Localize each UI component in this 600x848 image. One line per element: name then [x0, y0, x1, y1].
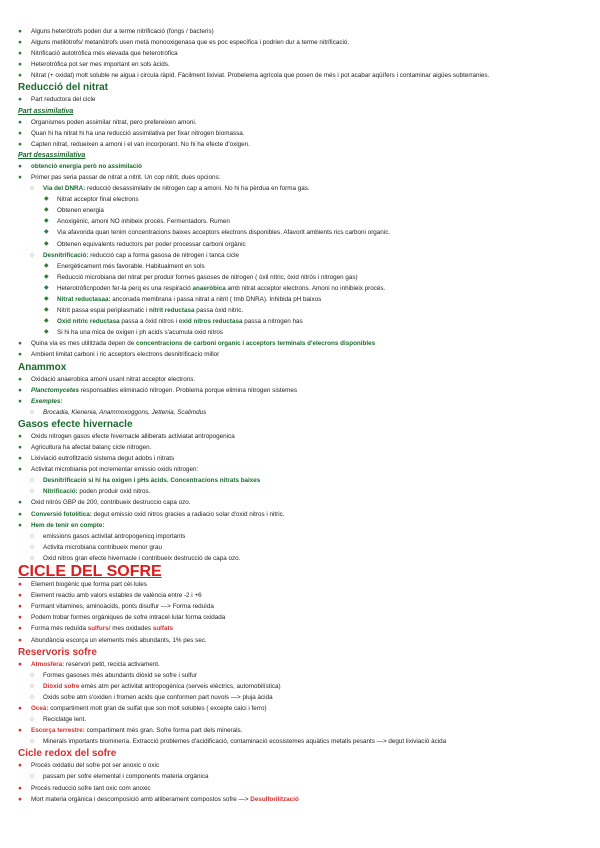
- list-item: [17, 553, 570, 564]
- bullet-dot-icon: ●: [18, 72, 22, 80]
- bullet-dot-icon: ●: [18, 140, 22, 148]
- text-span: Nitrat reductasaa:: [57, 295, 111, 303]
- list-item: [17, 305, 570, 316]
- text-span: Podem trobar formes orgàniques de sofre intracel·lular forma oxidada: [31, 614, 226, 622]
- bullet-dot-icon: ●: [18, 129, 22, 137]
- text-span: Part desassimilativa: [18, 151, 86, 159]
- bullet-circle-icon: ○: [30, 532, 34, 540]
- list-item: [17, 442, 570, 453]
- text-span: Quina via es mes utilitzada depen de: [31, 340, 137, 348]
- list-item: [17, 486, 570, 497]
- text-span: Activitat microbiania pot incrementar emissio oxids nitrogen:: [31, 466, 199, 474]
- list-item: [17, 623, 570, 634]
- list-item: [17, 37, 570, 48]
- list-item: [17, 48, 570, 59]
- bullet-dot-icon: ●: [18, 173, 22, 181]
- text-span: Oceà:: [31, 704, 49, 712]
- bullet-dot-icon: ●: [18, 61, 22, 69]
- subsection-heading: [17, 106, 570, 117]
- list-item: [17, 531, 570, 542]
- text-span: Energèticament més favorable. Habitualment en sols: [57, 262, 205, 270]
- text-span: Ambient limitat carboni i ric acceptors electrons desnitrificacio millor: [31, 351, 220, 359]
- bullet-circle-icon: ○: [30, 682, 34, 690]
- bullet-dot-icon: ●: [18, 762, 22, 770]
- bullet-dot-icon: ●: [18, 660, 22, 668]
- text-span: Anammox: [18, 361, 67, 373]
- text-span: anconada membrana i passa nitrat a nitrit ( tmb DNRA). Inhibida pH baixos: [110, 295, 322, 303]
- text-span: nitrit reductasa: [149, 307, 195, 315]
- bullet-circle-icon: ○: [30, 693, 34, 701]
- text-span: poden produir oxid nitros.: [77, 488, 151, 496]
- list-item: [17, 635, 570, 646]
- bullet-dot-icon: ●: [18, 162, 22, 170]
- list-item: [17, 497, 570, 508]
- list-item: [17, 128, 570, 139]
- bullet-diamond-icon: ◆: [44, 329, 49, 336]
- bullet-diamond-icon: ◆: [44, 295, 49, 302]
- list-item: [17, 542, 570, 553]
- list-item: [17, 407, 570, 418]
- bullet-diamond-icon: ◆: [44, 284, 49, 291]
- text-span: Planctomycetes: [31, 386, 79, 394]
- bullet-circle-icon: ○: [30, 671, 34, 679]
- text-span: Reducció del nitrat: [18, 82, 109, 94]
- text-span: Oxidació anaerobica amoni usant nitrat acceptor electrons.: [31, 375, 196, 383]
- bullet-dot-icon: ●: [18, 727, 22, 735]
- text-span: Agricultura ha afectat balanç cicle nitrogen.: [31, 444, 152, 451]
- bullet-dot-icon: ●: [18, 375, 22, 383]
- text-span: Minerals importants biominería. Extracció problemes d'acidificació, contaminació ecosistemes aquàtics metalls pesants —> degut lixiviació àcida: [43, 738, 447, 746]
- text-span: Si hi ha una mica de oxigen i ph acids s'acumula oxid nitros: [57, 329, 224, 337]
- text-span: compartiment molt gran de sulfat que son molt solubles ( excepte calci i ferro): [48, 704, 267, 712]
- bullet-dot-icon: ●: [18, 625, 22, 633]
- list-item: [17, 272, 570, 283]
- text-span: Oxids sofre atm s'oxiden i fromen acids que conformen part nuvols —> pluja àcida: [43, 693, 273, 701]
- bullet-dot-icon: ●: [18, 784, 22, 792]
- text-span: reservori petit, recicla activament.: [64, 660, 160, 668]
- list-item: [17, 520, 570, 531]
- text-span: amb nitrat acceptor electrons. Amoni no inhibieix procés.: [225, 284, 386, 292]
- bullet-diamond-icon: ◆: [44, 207, 49, 214]
- text-span: Nitrificació autotròfica més elevada que heterotròfica: [31, 50, 178, 58]
- bullet-dot-icon: ●: [18, 466, 22, 474]
- text-span: Nitrat acceptor final electrons: [57, 196, 139, 204]
- bullet-dot-icon: ●: [18, 499, 22, 507]
- text-span: Oxid nitrós GBP de 200, contribueix destruccio capa ozo.: [31, 499, 191, 507]
- text-span: Heterotròficnpoden fer-la perq es una respiració: [57, 284, 193, 292]
- bullet-dot-icon: ●: [18, 795, 22, 803]
- list-item: [17, 453, 570, 464]
- list-item: [17, 59, 570, 70]
- list-item: [17, 70, 570, 81]
- text-span: passam per sofre elemental i components materia orgànica: [43, 773, 209, 781]
- text-span: Via afavorida quan tenim concentracions baixes acceptors electrons disponibles. Afavorit ambients rics carboni organic.: [57, 229, 391, 237]
- text-span: Element reactiu amb valors estables de valència entre -2 i +6: [31, 592, 202, 600]
- list-item: [17, 294, 570, 305]
- text-span: Capten nitrat, redueixen a amoni i el van incorporant. No hi ha efecte d'oxigen.: [31, 140, 250, 148]
- bullet-dot-icon: ●: [18, 603, 22, 611]
- text-span: Formant vitamines, aminoàcids, ponts disulfur —> Forma reduïda: [31, 603, 214, 611]
- text-span: Oxid nitros gran efecte hivernacle i contribueix destrucció de capa ozo.: [43, 554, 241, 562]
- bullet-circle-icon: ○: [30, 543, 34, 551]
- bullet-dot-icon: ●: [18, 592, 22, 600]
- text-span: Abundància escorça un elements més abundants, 1% pes sec.: [31, 636, 207, 644]
- list-item: [17, 338, 570, 349]
- list-item: [17, 117, 570, 128]
- list-item: [17, 161, 570, 172]
- section-heading: [17, 419, 570, 431]
- text-span: passa a nitrogen has: [242, 318, 303, 326]
- text-span: Formes gasoses més abundants diòxid se sofre i sulfur: [43, 671, 197, 679]
- text-span: Brocadia, Kienenia, Anammoxoggons, Jettenia, Scalimdus: [43, 408, 207, 416]
- list-item: [17, 431, 570, 442]
- bullet-dot-icon: ●: [18, 636, 22, 644]
- text-span: Anoxigènic, amoni NO inhibeix procés. Fermentadors. Rumen: [57, 218, 230, 226]
- text-span: Reciclatge lent.: [43, 716, 87, 724]
- text-span: Reservoris sofre: [18, 646, 97, 658]
- list-item: [17, 327, 570, 338]
- list-item: [17, 194, 570, 205]
- list-item: [17, 692, 570, 703]
- bullet-diamond-icon: ◆: [44, 196, 49, 203]
- bullet-dot-icon: ●: [18, 39, 22, 47]
- text-span: Alguns metilòtrofs/ metanòtrofs usen metà monooxigenasa que es poc específica i podrien dur a terme nitrificació.: [31, 39, 350, 47]
- text-span: Via del DNRA:: [43, 185, 86, 193]
- text-span: passa òxid nitric.: [194, 307, 244, 315]
- text-span: Element biogènic que forma part cèl·lules: [31, 581, 147, 589]
- bullet-circle-icon: ○: [30, 185, 34, 193]
- text-span: Desulforilització: [250, 795, 299, 803]
- text-span: Part assimilativa: [18, 107, 74, 115]
- list-item: [17, 760, 570, 771]
- text-span: Desnitrificació:: [43, 251, 89, 259]
- list-item: [17, 579, 570, 590]
- list-item: [17, 139, 570, 150]
- text-span: Heterotròfica pot ser mes important en sols àcids.: [31, 61, 170, 69]
- bullet-dot-icon: ●: [18, 521, 22, 529]
- bullet-diamond-icon: ◆: [44, 240, 49, 247]
- list-item: [17, 374, 570, 385]
- section-heading: [17, 748, 570, 760]
- bullet-circle-icon: ○: [30, 251, 34, 259]
- text-span: Escorça terrestre:: [31, 727, 85, 735]
- text-span: emissions gasos activitat antropogenicq importants: [43, 532, 186, 540]
- bullet-circle-icon: ○: [30, 554, 34, 562]
- list-item: [17, 261, 570, 272]
- bullet-dot-icon: ●: [18, 704, 22, 712]
- list-item: [17, 681, 570, 692]
- bullet-diamond-icon: ◆: [44, 229, 49, 236]
- subsection-heading: [17, 150, 570, 161]
- bullet-diamond-icon: ◆: [44, 273, 49, 280]
- text-span: Nitrat (+ oxidat) molt soluble ne aigua i circula ràpid. Fàcilment lixiviat. Probelema agrícola que posen de més i pot acabar aqüífers i contaminar aigües subterranies.: [31, 72, 490, 80]
- list-item: [17, 771, 570, 782]
- bullet-dot-icon: ●: [18, 397, 22, 405]
- list-item: [17, 725, 570, 736]
- bullet-dot-icon: ●: [18, 444, 22, 451]
- text-span: Procés oxidatiu del sofre pot ser anoxic o oxic: [31, 762, 160, 770]
- section-heading: [17, 362, 570, 374]
- bullet-dot-icon: ●: [18, 510, 22, 518]
- text-span: concentracions de carboni organic i acceptors terminals d'elecrons disponibles: [136, 340, 376, 348]
- text-span: Procés reducció sofre tant oxic com anoxic: [31, 784, 151, 792]
- text-span: / mes oxidades: [108, 625, 153, 633]
- bullet-circle-icon: ○: [30, 477, 34, 485]
- text-span: Nitrificació:: [43, 488, 78, 496]
- text-span: Forma més reduïda: [31, 625, 88, 633]
- list-item: [17, 736, 570, 747]
- text-span: anaeròbica: [192, 284, 226, 292]
- bullet-circle-icon: ○: [30, 773, 34, 781]
- bullet-circle-icon: ○: [30, 488, 34, 496]
- text-span: compartiment més gran. Sofre forma part dels minerals.: [84, 727, 243, 735]
- text-span: Oxid nítric reductasa: [57, 318, 120, 326]
- list-item: [17, 794, 570, 805]
- list-item: [17, 670, 570, 681]
- list-item: [17, 205, 570, 216]
- bullet-dot-icon: ●: [18, 581, 22, 589]
- list-item: [17, 612, 570, 623]
- text-span: obtenció energia però no assimilació: [31, 162, 142, 170]
- list-item: [17, 659, 570, 670]
- list-item: [17, 601, 570, 612]
- text-span: Activita microbiana contribueix menor grau: [43, 543, 162, 551]
- text-span: Diòxid sofre: [43, 682, 80, 690]
- text-span: Quan hi ha nitrat hi ha una reducció assimilativa per fixar nitrogen biomassa.: [31, 129, 245, 137]
- text-span: reducció desassimilativ de nitrogen cap a amoni. No hi ha pèrdua en forma gas.: [85, 185, 310, 193]
- text-span: Mort materia orgànica i descomposició amb alliberament compostos sofre —>: [31, 795, 251, 803]
- bullet-dot-icon: ●: [18, 455, 22, 463]
- text-span: passa a òxid nitros i: [119, 318, 179, 326]
- list-item: [17, 239, 570, 250]
- section-heading: [17, 82, 570, 94]
- text-span: Lixiviació eutrofització sistema degut adobs i nitrats: [31, 455, 175, 463]
- bullet-dot-icon: ●: [18, 28, 22, 35]
- text-span: Reducció microbiana del nitrat per produir formes gasoses de nitrogen ( òxil nítric, òxid nitrós i nitrogen gas): [57, 273, 358, 281]
- list-item: [17, 172, 570, 183]
- text-span: Atmosfera:: [31, 660, 65, 668]
- text-span: Gasos efecte hivernacle: [18, 418, 133, 430]
- list-item: [17, 227, 570, 238]
- list-item: [17, 703, 570, 714]
- text-span: degut emissio oxid nitros gracies a radiacio solar d'oxid nitros i nitric.: [91, 510, 285, 518]
- bullet-dot-icon: ●: [18, 96, 22, 104]
- bullet-dot-icon: ●: [18, 340, 22, 348]
- text-span: Oxids nitrogen gasos efecte hivernacle alliberats activiatat antropogenica: [31, 432, 235, 440]
- bullet-diamond-icon: ◆: [44, 307, 49, 314]
- bullet-dot-icon: ●: [18, 614, 22, 622]
- bullet-circle-icon: ○: [30, 738, 34, 746]
- section-title: [17, 565, 570, 579]
- list-item: [17, 216, 570, 227]
- bullet-dot-icon: ●: [18, 50, 22, 58]
- text-span: Obtenen energia: [57, 207, 104, 215]
- text-span: Primer pas seria passar de nitrat a nitrit. Un cop nitrit, dues opcions:: [31, 173, 221, 181]
- text-span: Obtenen equivalents reductors per poder processar carboni orgànic: [57, 240, 246, 248]
- bullet-dot-icon: ●: [18, 432, 22, 440]
- bullet-diamond-icon: ◆: [44, 262, 49, 269]
- bullet-dot-icon: ●: [18, 118, 22, 126]
- bullet-dot-icon: ●: [18, 386, 22, 394]
- list-item: [17, 316, 570, 327]
- bullet-circle-icon: ○: [30, 716, 34, 724]
- text-span: Part reductora del cicle: [31, 96, 96, 104]
- list-item: [17, 349, 570, 360]
- text-span: oxid nitros reductasa: [178, 318, 243, 326]
- list-item: [17, 590, 570, 601]
- list-item: [17, 183, 570, 194]
- section-heading: [17, 647, 570, 659]
- list-item: [17, 250, 570, 261]
- list-item: [17, 385, 570, 396]
- bullet-dot-icon: ●: [18, 351, 22, 359]
- text-span: Exemples:: [31, 397, 63, 405]
- text-span: reducció cap a forma gasosa de nitrogen i tanca cicle: [88, 251, 240, 259]
- list-item: [17, 94, 570, 105]
- text-span: emès atm per activitat antropogènica (serveis elèctrics, automobilística): [79, 682, 281, 690]
- text-span: Conversió fotolítica:: [31, 510, 92, 518]
- bullet-circle-icon: ○: [30, 408, 34, 416]
- text-span: Alguns heteròtrofs poden dur a terme nitrificació (fongs / bacteris): [31, 28, 214, 35]
- text-span: Nitrit passa espai periplasmatic i: [57, 307, 150, 315]
- list-item: [17, 396, 570, 407]
- list-item: [17, 475, 570, 486]
- text-span: Organismes poden assimilar nitrat, pero prefereixen amoni.: [31, 118, 197, 126]
- text-span: Hem de tenir en compte:: [31, 521, 105, 529]
- text-span: Cicle redox del sofre: [18, 748, 117, 760]
- list-item: [17, 714, 570, 725]
- list-item: [17, 783, 570, 794]
- list-item: [17, 464, 570, 475]
- text-span: CICLE DEL SOFRE: [18, 563, 162, 581]
- text-span: responsables eliminació nitrogen. Problema porque elimina nitrogen sistemes: [78, 386, 298, 394]
- text-span: sulfurs: [87, 625, 109, 633]
- text-span: Desnitrificació si hi ha oxigen i pHs àcids. Concentracions nitrats baixes: [43, 477, 261, 485]
- list-item: [17, 509, 570, 520]
- list-item: [17, 26, 570, 37]
- text-span: sulfats: [152, 625, 174, 633]
- bullet-diamond-icon: ◆: [44, 218, 49, 225]
- bullet-diamond-icon: ◆: [44, 318, 49, 325]
- list-item: [17, 283, 570, 294]
